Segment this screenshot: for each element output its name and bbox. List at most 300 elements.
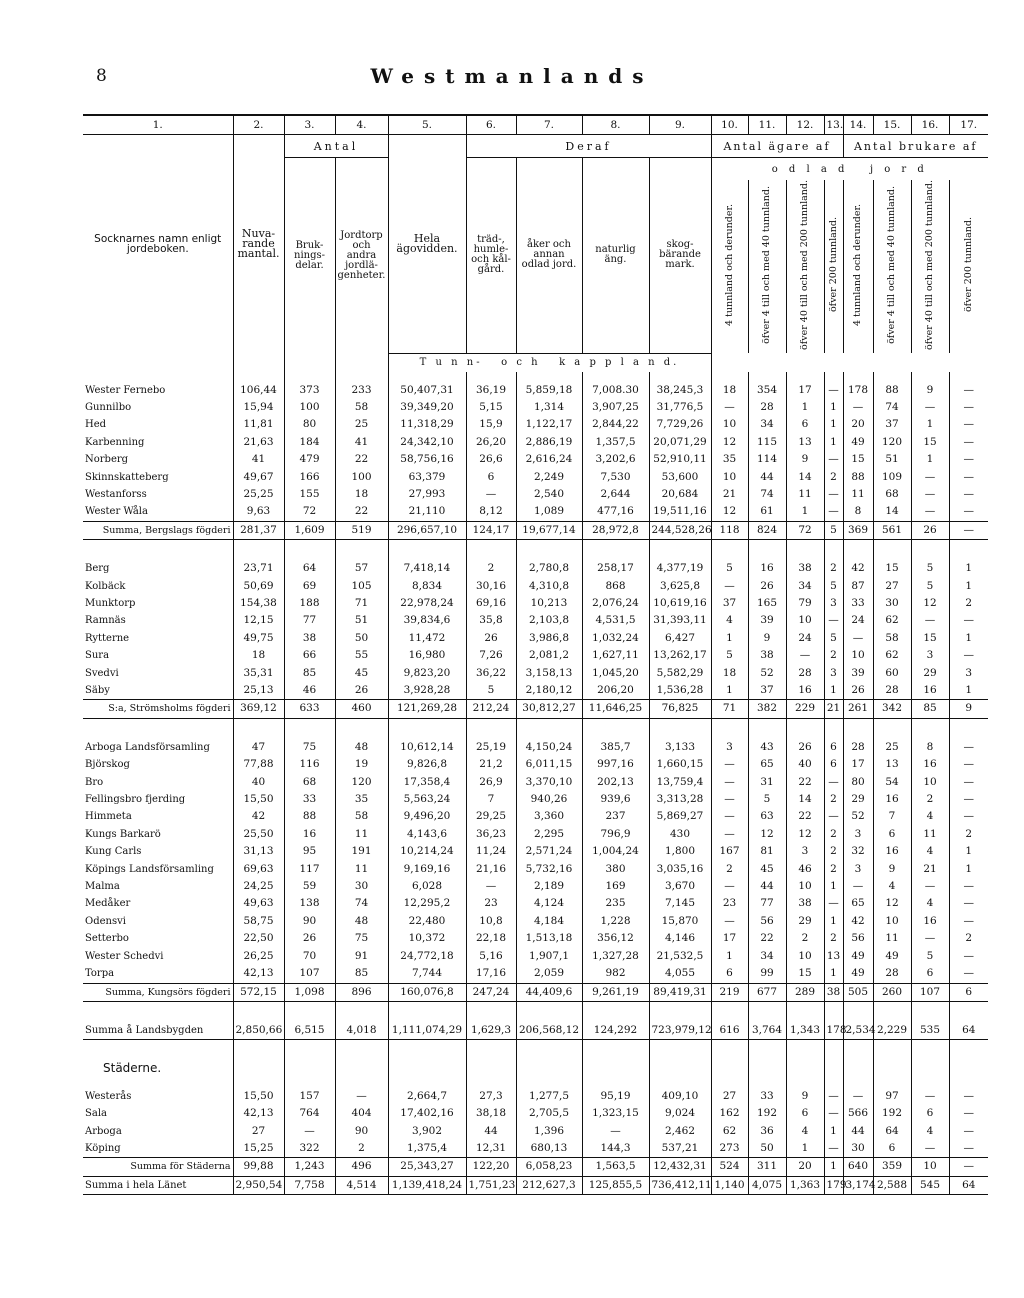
- cell-col-17: —: [949, 434, 988, 451]
- cell-col-4: 50: [335, 630, 388, 647]
- cell-col-10: 616: [711, 1022, 748, 1040]
- cell-col-17: —: [949, 521, 988, 539]
- cell-col-12: 1: [786, 1140, 824, 1158]
- column-number: 14.: [843, 115, 873, 135]
- cell-col-15: 97: [873, 1088, 911, 1105]
- cell-col-15: 62: [873, 647, 911, 664]
- cell-col-14: 65: [843, 895, 873, 912]
- cell-col-12: 17: [786, 382, 824, 399]
- cell-col-6: 23: [466, 895, 516, 912]
- row-label: Kung Carls: [85, 846, 142, 858]
- cell-col-7: 1,513,18: [516, 930, 582, 947]
- cell-col-13: 1: [824, 682, 843, 700]
- cell-col-16: 85: [911, 700, 949, 718]
- cell-col-13: 1: [824, 913, 843, 930]
- cell-col-15: 28: [873, 682, 911, 700]
- cell-col-13: 6: [824, 756, 843, 773]
- section-heading-row: [83, 1060, 988, 1077]
- cell-col-2: 281,37: [233, 521, 284, 539]
- column-number: 6.: [466, 115, 516, 135]
- row-label: Wester Fernebo: [85, 384, 166, 396]
- cell-col-17: —: [949, 808, 988, 825]
- cell-col-13: —: [824, 808, 843, 825]
- cell-col-17: 2: [949, 595, 988, 612]
- row-label: Norberg: [85, 454, 129, 466]
- cell-col-4: 91: [335, 948, 388, 965]
- cell-col-10: —: [711, 578, 748, 595]
- cell-col-14: 42: [843, 913, 873, 930]
- table-row: [83, 578, 988, 595]
- cell-col-13: 1: [824, 1123, 843, 1140]
- cell-col-2: 69,63: [233, 861, 284, 878]
- cell-col-5: 9,826,8: [388, 756, 466, 773]
- cell-col-14: —: [843, 1088, 873, 1105]
- cell-col-5: 11,318,29: [388, 416, 466, 433]
- cell-col-8: 1,032,24: [582, 630, 649, 647]
- cell-col-12: 38: [786, 895, 824, 912]
- cell-col-17: —: [949, 756, 988, 773]
- cell-col-8: 125,855,5: [582, 1176, 649, 1194]
- cell-col-14: 17: [843, 756, 873, 773]
- cell-col-5: 25,343,27: [388, 1158, 466, 1176]
- cell-col-2: 15,94: [233, 399, 284, 416]
- cell-col-14: 88: [843, 469, 873, 486]
- cell-col-16: —: [911, 399, 949, 416]
- cell-col-6: 11,24: [466, 843, 516, 860]
- cell-col-16: —: [911, 469, 949, 486]
- cell-col-2: 49,63: [233, 895, 284, 912]
- page-title: Westmanlands: [370, 64, 654, 88]
- cell-col-12: 28: [786, 665, 824, 682]
- row-label: Gunnilbo: [85, 401, 132, 413]
- cell-col-11: 26: [748, 578, 786, 595]
- cell-col-14: 178: [843, 382, 873, 399]
- cell-col-14: 52: [843, 808, 873, 825]
- cell-col-5: 5,563,24: [388, 791, 466, 808]
- cell-col-13: 2: [824, 843, 843, 860]
- cell-col-11: 165: [748, 595, 786, 612]
- table-row: [83, 965, 988, 983]
- cell-col-6: 8,12: [466, 503, 516, 521]
- cell-col-16: —: [911, 1140, 949, 1158]
- header-v10: 4 tunnland och derunder.: [723, 203, 735, 327]
- cell-col-5: 58,756,16: [388, 451, 466, 468]
- cell-col-2: 42: [233, 808, 284, 825]
- cell-col-10: 524: [711, 1158, 748, 1176]
- cell-col-9: 3,133: [649, 739, 711, 756]
- cell-col-17: 2: [949, 930, 988, 947]
- column-number: 17.: [949, 115, 988, 135]
- cell-col-6: 26,20: [466, 434, 516, 451]
- row-label: Karbenning: [85, 436, 145, 448]
- cell-col-15: 88: [873, 382, 911, 399]
- cell-col-11: 99: [748, 965, 786, 983]
- cell-col-16: —: [911, 612, 949, 629]
- cell-col-15: 6: [873, 826, 911, 843]
- table-row: [83, 647, 988, 664]
- cell-col-15: 12: [873, 895, 911, 912]
- cell-col-7: 1,089: [516, 503, 582, 521]
- cell-col-9: 20,684: [649, 486, 711, 503]
- cell-col-11: 311: [748, 1158, 786, 1176]
- cell-col-8: 9,261,19: [582, 983, 649, 1001]
- header-mantal: Nuva-rande mantal.: [233, 135, 284, 354]
- column-number: 2.: [233, 115, 284, 135]
- cell-col-17: —: [949, 469, 988, 486]
- cell-col-14: 24: [843, 612, 873, 629]
- cell-col-13: —: [824, 503, 843, 521]
- cell-col-13: —: [824, 382, 843, 399]
- cell-col-5: 7,744: [388, 965, 466, 983]
- cell-col-4: 57: [335, 560, 388, 577]
- cell-col-9: 31,776,5: [649, 399, 711, 416]
- cell-col-8: 7,530: [582, 469, 649, 486]
- cell-col-10: 62: [711, 1123, 748, 1140]
- group-deraf: Deraf: [466, 135, 711, 158]
- cell-col-15: 14: [873, 503, 911, 521]
- cell-col-12: 14: [786, 469, 824, 486]
- cell-col-12: 3: [786, 843, 824, 860]
- cell-col-17: 1: [949, 560, 988, 577]
- cell-col-8: 1,228: [582, 913, 649, 930]
- cell-col-7: 2,886,19: [516, 434, 582, 451]
- cell-col-11: 34: [748, 416, 786, 433]
- cell-col-9: 38,245,3: [649, 382, 711, 399]
- table-row: [83, 739, 988, 756]
- cell-col-17: —: [949, 1123, 988, 1140]
- cell-col-6: 22,18: [466, 930, 516, 947]
- cell-col-4: 55: [335, 647, 388, 664]
- cell-col-8: 868: [582, 578, 649, 595]
- cell-col-5: 9,823,20: [388, 665, 466, 682]
- cell-col-16: 16: [911, 756, 949, 773]
- cell-col-4: 100: [335, 469, 388, 486]
- cell-col-5: 160,076,8: [388, 983, 466, 1001]
- cell-col-3: 6,515: [284, 1022, 335, 1040]
- cell-col-16: 6: [911, 965, 949, 983]
- header-trad: träd-, humle- och kål-gård.: [466, 158, 516, 354]
- cell-col-11: 28: [748, 399, 786, 416]
- row-label: Kungs Barkarö: [85, 828, 161, 840]
- cell-col-12: 6: [786, 416, 824, 433]
- cell-col-11: 382: [748, 700, 786, 718]
- cell-col-8: 169: [582, 878, 649, 895]
- cell-col-17: 3: [949, 665, 988, 682]
- cell-col-17: —: [949, 382, 988, 399]
- row-label: Fellingsbro fjerding: [85, 794, 186, 806]
- cell-col-17: —: [949, 791, 988, 808]
- cell-col-11: 74: [748, 486, 786, 503]
- cell-col-5: 11,472: [388, 630, 466, 647]
- cell-col-5: 22,480: [388, 913, 466, 930]
- cell-col-9: 53,600: [649, 469, 711, 486]
- header-v17: öfver 200 tunnland.: [962, 217, 974, 313]
- cell-col-10: —: [711, 808, 748, 825]
- cell-col-16: 9: [911, 382, 949, 399]
- cell-col-12: 16: [786, 682, 824, 700]
- cell-col-15: 28: [873, 965, 911, 983]
- cell-col-4: 2: [335, 1140, 388, 1158]
- table-row: [83, 861, 988, 878]
- row-label: Summa för Städerna: [83, 1158, 233, 1176]
- cell-col-6: 35,8: [466, 612, 516, 629]
- cell-col-12: 24: [786, 630, 824, 647]
- cell-col-10: 71: [711, 700, 748, 718]
- cell-col-10: 167: [711, 843, 748, 860]
- cell-col-6: 5,15: [466, 399, 516, 416]
- cell-col-15: 54: [873, 774, 911, 791]
- header-v13: öfver 200 tunnland.: [827, 217, 839, 313]
- cell-col-14: 56: [843, 930, 873, 947]
- row-label: Köpings Landsförsamling: [85, 863, 214, 875]
- cell-col-2: 77,88: [233, 756, 284, 773]
- cell-col-8: 202,13: [582, 774, 649, 791]
- row-label: Kolbäck: [85, 580, 126, 592]
- cell-col-13: —: [824, 774, 843, 791]
- cell-col-16: 29: [911, 665, 949, 682]
- cell-col-4: 71: [335, 595, 388, 612]
- cell-col-6: 27,3: [466, 1088, 516, 1105]
- page-number: 8: [96, 66, 107, 86]
- cell-col-11: 63: [748, 808, 786, 825]
- cell-col-15: 6: [873, 1140, 911, 1158]
- cell-col-6: 29,25: [466, 808, 516, 825]
- cell-col-7: 1,396: [516, 1123, 582, 1140]
- cell-col-11: 192: [748, 1105, 786, 1122]
- cell-col-7: 2,180,12: [516, 682, 582, 700]
- cell-col-3: 188: [284, 595, 335, 612]
- row-label: Berg: [85, 563, 110, 575]
- cell-col-15: 16: [873, 791, 911, 808]
- cell-col-3: 322: [284, 1140, 335, 1158]
- cell-col-11: 31: [748, 774, 786, 791]
- cell-col-12: 38: [786, 560, 824, 577]
- cell-col-4: 896: [335, 983, 388, 1001]
- cell-col-12: 1: [786, 399, 824, 416]
- cell-col-4: 460: [335, 700, 388, 718]
- cell-col-5: 50,407,31: [388, 382, 466, 399]
- cell-col-2: 35,31: [233, 665, 284, 682]
- row-label: Wester Wåla: [85, 506, 148, 518]
- header-jordtorp: Jordtorp och andra jordlä-genheter.: [335, 158, 388, 354]
- cell-col-5: 4,143,6: [388, 826, 466, 843]
- cell-col-9: 19,511,16: [649, 503, 711, 521]
- cell-col-9: 430: [649, 826, 711, 843]
- cell-col-8: 380: [582, 861, 649, 878]
- cell-col-4: 404: [335, 1105, 388, 1122]
- row-label: Odensvi: [85, 915, 126, 927]
- cell-col-6: 17,16: [466, 965, 516, 983]
- cell-col-4: 90: [335, 1123, 388, 1140]
- cell-col-10: 273: [711, 1140, 748, 1158]
- cell-col-3: 80: [284, 416, 335, 433]
- cell-col-10: 21: [711, 486, 748, 503]
- cell-col-14: 49: [843, 948, 873, 965]
- group-tunnland: T u n n- o c h k a p p l a n d.: [388, 353, 711, 372]
- table-row: [83, 399, 988, 416]
- cell-col-13: —: [824, 895, 843, 912]
- cell-col-4: 41: [335, 434, 388, 451]
- cell-col-14: 26: [843, 682, 873, 700]
- table-row: [83, 630, 988, 647]
- cell-col-13: 5: [824, 630, 843, 647]
- cell-col-12: 11: [786, 486, 824, 503]
- cell-col-3: 138: [284, 895, 335, 912]
- cell-col-16: 1: [911, 416, 949, 433]
- cell-col-7: 4,310,8: [516, 578, 582, 595]
- cell-col-2: 42,13: [233, 965, 284, 983]
- cell-col-9: 21,532,5: [649, 948, 711, 965]
- cell-col-2: 2,950,54: [233, 1176, 284, 1194]
- cell-col-3: 1,098: [284, 983, 335, 1001]
- table-row: [83, 878, 988, 895]
- sum-row: [83, 521, 988, 539]
- cell-col-16: 4: [911, 808, 949, 825]
- cell-col-14: 2,534: [843, 1022, 873, 1040]
- cell-col-3: 16: [284, 826, 335, 843]
- cell-col-9: 3,670: [649, 878, 711, 895]
- cell-col-6: 5: [466, 682, 516, 700]
- cell-col-2: 18: [233, 647, 284, 664]
- cell-col-5: 24,772,18: [388, 948, 466, 965]
- cell-col-7: 4,150,24: [516, 739, 582, 756]
- cell-col-15: 109: [873, 469, 911, 486]
- cell-col-17: —: [949, 647, 988, 664]
- row-label: Medåker: [85, 898, 131, 910]
- table-row: [83, 486, 988, 503]
- column-number: 5.: [388, 115, 466, 135]
- cell-col-10: 17: [711, 930, 748, 947]
- cell-col-2: 154,38: [233, 595, 284, 612]
- cell-col-7: 2,189: [516, 878, 582, 895]
- cell-col-3: 70: [284, 948, 335, 965]
- cell-col-4: 120: [335, 774, 388, 791]
- row-label: Westanforss: [85, 488, 147, 500]
- cell-col-2: 369,12: [233, 700, 284, 718]
- cell-col-10: 10: [711, 416, 748, 433]
- cell-col-8: 3,907,25: [582, 399, 649, 416]
- cell-col-10: 1: [711, 682, 748, 700]
- cell-col-6: 10,8: [466, 913, 516, 930]
- cell-col-16: —: [911, 1088, 949, 1105]
- cell-col-14: 505: [843, 983, 873, 1001]
- cell-col-10: 6: [711, 965, 748, 983]
- cell-col-3: 88: [284, 808, 335, 825]
- row-label: Rytterne: [85, 632, 130, 644]
- cell-col-2: 12,15: [233, 612, 284, 629]
- cell-col-3: 184: [284, 434, 335, 451]
- cell-col-10: 4: [711, 612, 748, 629]
- table-row: [83, 774, 988, 791]
- cell-col-12: 14: [786, 791, 824, 808]
- cell-col-2: 25,50: [233, 826, 284, 843]
- cell-col-10: 2: [711, 861, 748, 878]
- cell-col-3: 633: [284, 700, 335, 718]
- cell-col-11: 45: [748, 861, 786, 878]
- cell-col-8: 206,20: [582, 682, 649, 700]
- cell-col-2: 24,25: [233, 878, 284, 895]
- cell-col-13: 5: [824, 578, 843, 595]
- column-number: 10.: [711, 115, 748, 135]
- cell-col-11: 50: [748, 1140, 786, 1158]
- cell-col-7: 2,705,5: [516, 1105, 582, 1122]
- cell-col-16: 15: [911, 434, 949, 451]
- cell-col-7: 2,295: [516, 826, 582, 843]
- cell-col-12: —: [786, 647, 824, 664]
- cell-col-17: 1: [949, 682, 988, 700]
- cell-col-12: 10: [786, 948, 824, 965]
- cell-col-4: 11: [335, 826, 388, 843]
- cell-col-15: 16: [873, 843, 911, 860]
- cell-col-5: 16,980: [388, 647, 466, 664]
- cell-col-6: 5,16: [466, 948, 516, 965]
- cell-col-10: —: [711, 878, 748, 895]
- cell-col-2: 27: [233, 1123, 284, 1140]
- cell-col-11: 9: [748, 630, 786, 647]
- cell-col-17: 64: [949, 1176, 988, 1194]
- header-hela: Hela ägovidden.: [388, 135, 466, 354]
- landsbygd-sum-row: [83, 1022, 988, 1040]
- cell-col-9: 12,432,31: [649, 1158, 711, 1176]
- cell-col-10: —: [711, 913, 748, 930]
- column-number: 1.: [83, 115, 233, 135]
- cell-col-16: 16: [911, 682, 949, 700]
- cell-col-7: 4,184: [516, 913, 582, 930]
- cell-col-5: 3,902: [388, 1123, 466, 1140]
- cell-col-15: 51: [873, 451, 911, 468]
- cell-col-2: 41: [233, 451, 284, 468]
- cell-col-5: 39,834,6: [388, 612, 466, 629]
- cell-col-14: 640: [843, 1158, 873, 1176]
- cell-col-15: 58: [873, 630, 911, 647]
- cell-col-8: 1,563,5: [582, 1158, 649, 1176]
- cell-col-7: 212,627,3: [516, 1176, 582, 1194]
- cell-col-17: 2: [949, 826, 988, 843]
- cell-col-5: 7,418,14: [388, 560, 466, 577]
- cell-col-16: 26: [911, 521, 949, 539]
- cell-col-14: —: [843, 630, 873, 647]
- cell-col-13: 178: [824, 1022, 843, 1040]
- row-label: Setterbo: [85, 933, 129, 945]
- cell-col-6: —: [466, 486, 516, 503]
- cell-col-15: 74: [873, 399, 911, 416]
- cell-col-8: —: [582, 1123, 649, 1140]
- cell-col-11: 114: [748, 451, 786, 468]
- cell-col-15: 561: [873, 521, 911, 539]
- cell-col-14: 8: [843, 503, 873, 521]
- cell-col-15: 2,588: [873, 1176, 911, 1194]
- column-number: 16.: [911, 115, 949, 135]
- cell-col-16: 535: [911, 1022, 949, 1040]
- cell-col-6: 26,9: [466, 774, 516, 791]
- cell-col-4: 22: [335, 451, 388, 468]
- row-label: Arboga: [85, 1125, 122, 1137]
- table-row: [83, 665, 988, 682]
- sum-row: [83, 700, 988, 718]
- cell-col-5: 3,928,28: [388, 682, 466, 700]
- cell-col-9: 31,393,11: [649, 612, 711, 629]
- cell-col-7: 1,122,17: [516, 416, 582, 433]
- cell-col-2: 49,75: [233, 630, 284, 647]
- cell-col-8: 2,844,22: [582, 416, 649, 433]
- cell-col-13: 6: [824, 739, 843, 756]
- cell-col-14: 80: [843, 774, 873, 791]
- cell-col-16: 11: [911, 826, 949, 843]
- cell-col-7: 3,158,13: [516, 665, 582, 682]
- cell-col-2: 23,71: [233, 560, 284, 577]
- cell-col-14: 369: [843, 521, 873, 539]
- cell-col-14: 29: [843, 791, 873, 808]
